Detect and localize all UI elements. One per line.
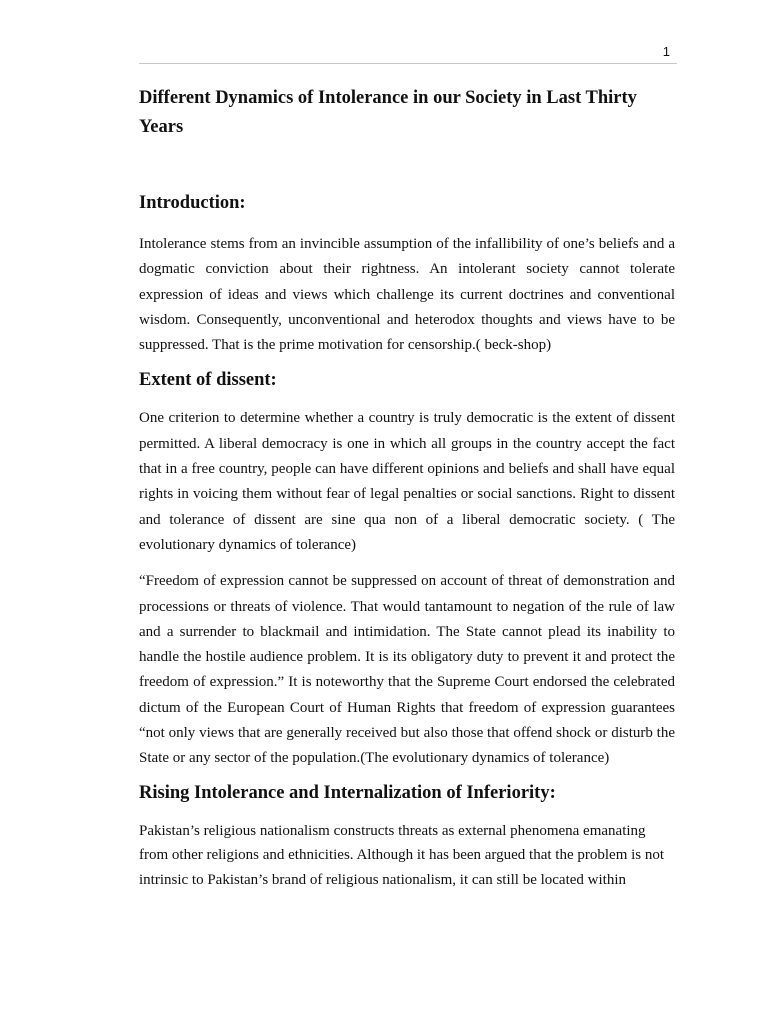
document-title: Different Dynamics of Intolerance in our Society in Last Thirty Years <box>139 88 637 137</box>
paragraph-introduction: Intolerance stems from an invincible assumption of the infallibility of one’s beliefs and a dogmatic conviction about their rightness. An intolerant society cannot tolerate expression of ideas and views which challenge its current doctrines and conventional wisdom. Consequently, unconventional and heterodox thoughts and views have to be suppressed. That is the prime motivation for censorship.( beck-shop) <box>139 236 675 354</box>
paragraph-rising-intolerance: Pakistan’s religious nationalism constructs threats as external phenomena emanating from other religions and ethnicities. Although it has been argued that the problem is not intrinsic to Pakistan’s brand of religious nationalism, it can still be located within <box>139 822 665 888</box>
header-rule <box>139 63 677 64</box>
section-heading-introduction: Introduction: <box>139 193 246 213</box>
page-number: 1 <box>662 44 670 59</box>
paragraph-extent-of-dissent: One criterion to determine whether a country is truly democratic is the extent of dissent permitted. A liberal democracy is one in which all groups in the country accept the fact that in a free country, people can have different opinions and beliefs and shall have equal rights in voicing them without fear of legal penalties or social sanctions. Right to dissent and tolerance of dissent are sine qua non of a liberal democratic society. ( The evolutionary dynamics of tolerance) <box>139 410 675 553</box>
document-body <box>139 84 675 892</box>
section-heading-extent-of-dissent: Extent of dissent: <box>139 370 277 391</box>
section-heading-rising-intolerance: Rising Intolerance and Internalization of Inferiority: <box>139 782 556 803</box>
paragraph-freedom-of-expression-quote: “Freedom of expression cannot be suppressed on account of threat of demonstration and processions or threats of violence. That would tantamount to negation of the rule of law and a surrender to blackmail and intimidation. The State cannot plead its inability to handle the hostile audience problem. It is its obligatory duty to prevent it and protect the freedom of expression.” It is noteworthy that the Supreme Court endorsed the celebrated dictum of the European Court of Human Rights that freedom of expression guarantees “not only views that are generally received but also those that offend shock or disturb the State or any sector of the population.(The evolutionary dynamics of tolerance) <box>139 573 675 767</box>
